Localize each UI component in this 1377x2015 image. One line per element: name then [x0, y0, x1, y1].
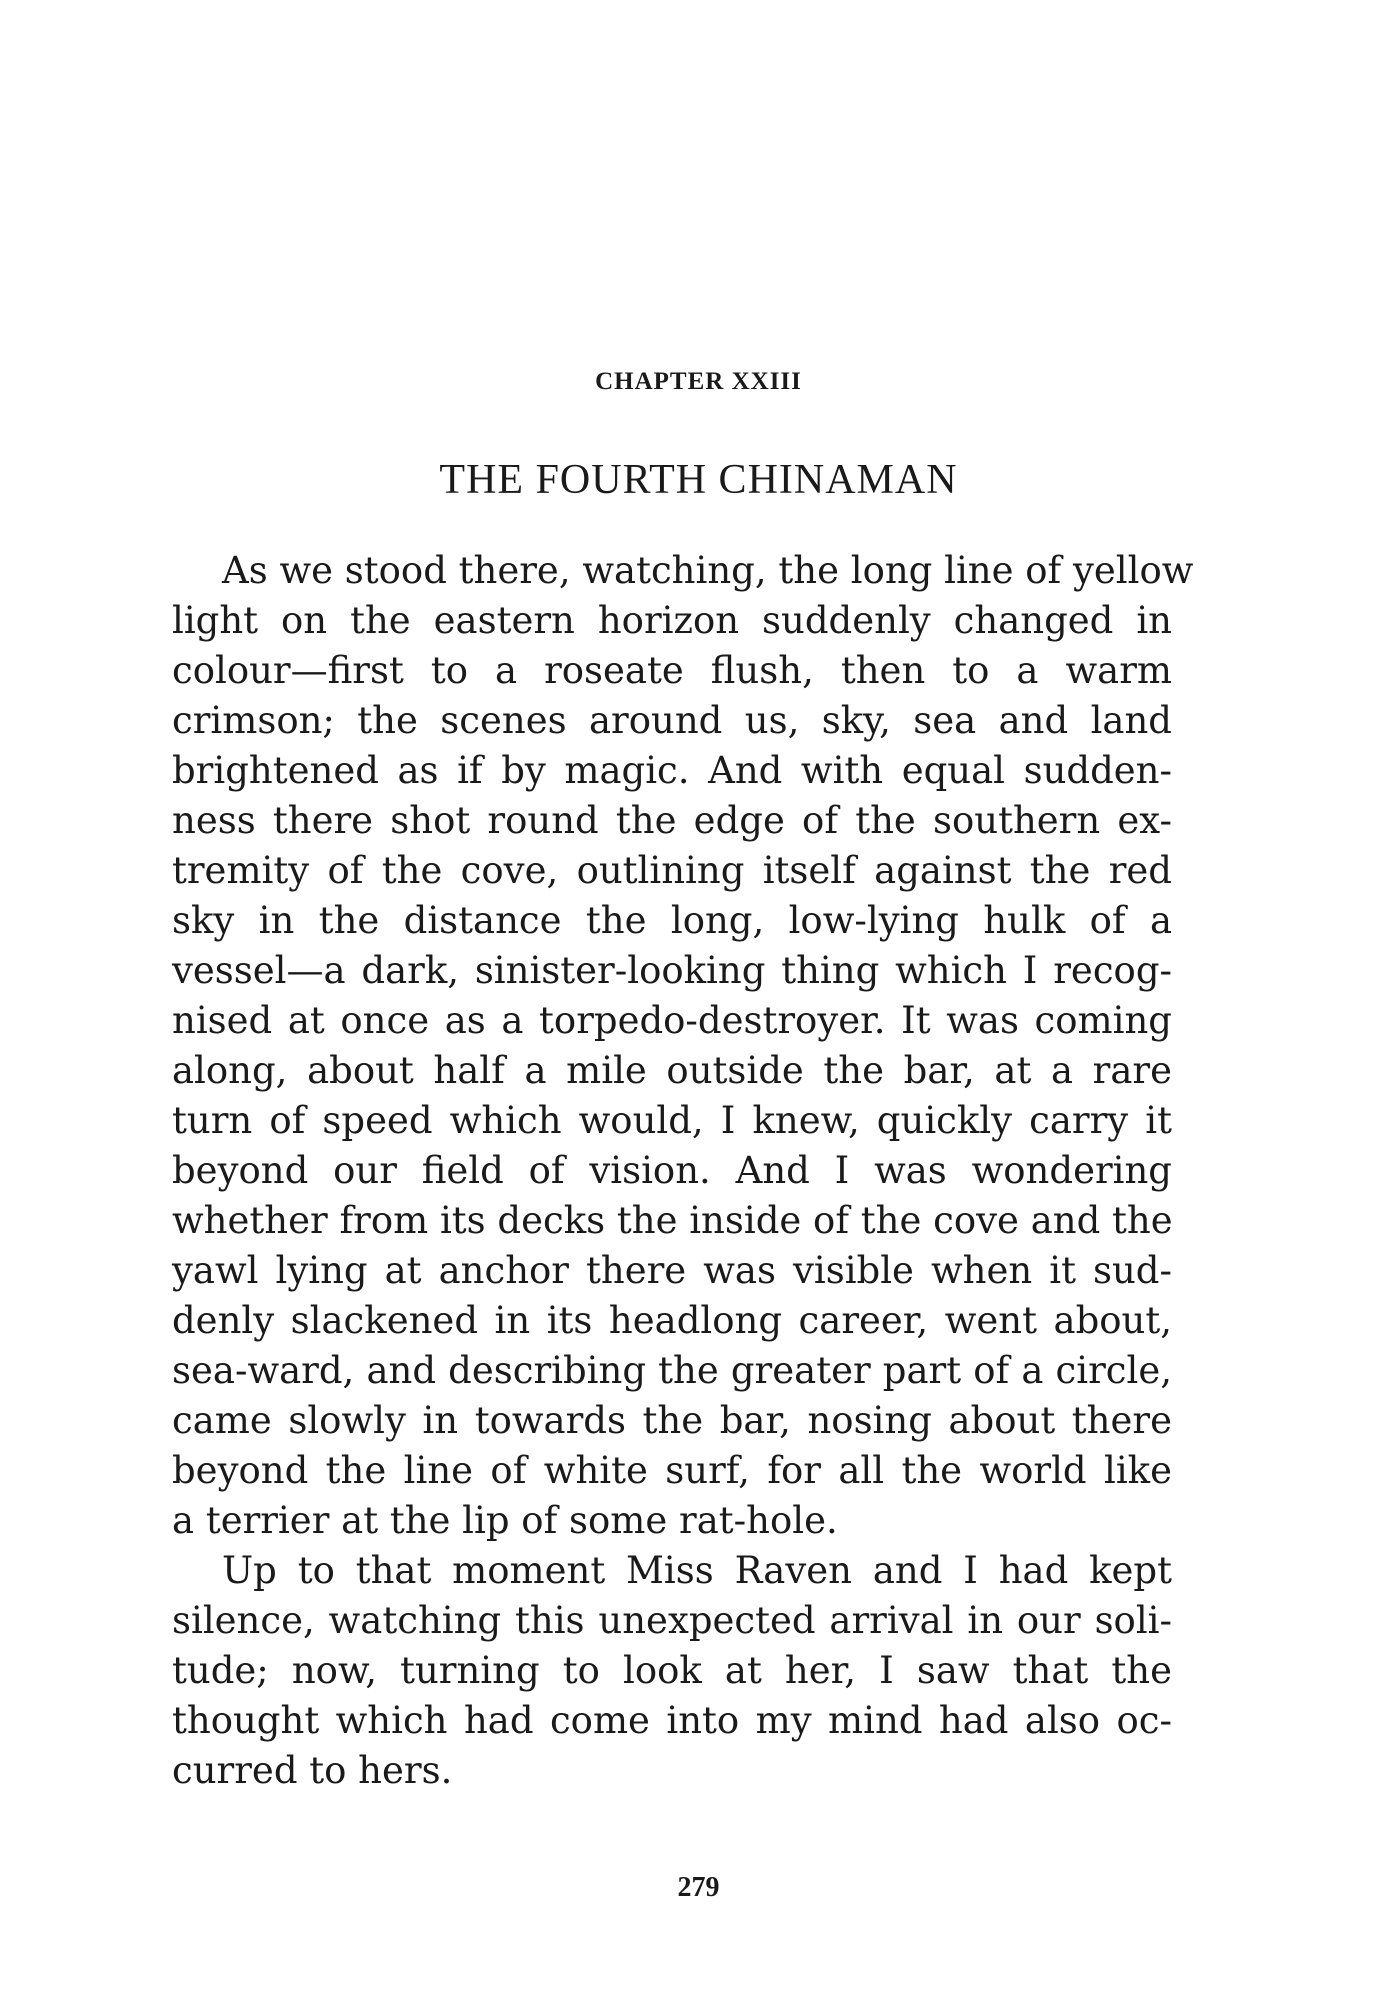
chapter-label: CHAPTER XXIII — [595, 368, 802, 395]
text-line: silence, watching this unexpected arrival in our soli- — [172, 1599, 1172, 1642]
text-line: tude; now, turning to look at her, I saw that the — [172, 1649, 1172, 1692]
body-text — [172, 546, 1194, 1796]
text-line: vessel—a dark, sinister-looking thing which I recog- — [172, 949, 1172, 992]
paragraph-1 — [172, 546, 1194, 1546]
text-line: along, about half a mile outside the bar, at a rare — [172, 1049, 1172, 1092]
text-line: yawl lying at anchor there was visible when it sud- — [172, 1249, 1172, 1292]
text-line: sea-ward, and describing the greater part of a circle, — [172, 1349, 1172, 1392]
text-line: thought which had come into my mind had also oc- — [172, 1699, 1172, 1742]
text-line: crimson; the scenes around us, sky, sea and land — [172, 699, 1172, 742]
text-line: beyond our field of vision. And I was wondering — [172, 1149, 1172, 1192]
text-line: curred to hers. — [172, 1749, 453, 1792]
page-number: 279 — [677, 1872, 720, 1903]
chapter-title: THE FOURTH CHINAMAN — [439, 457, 958, 503]
text-line: As we stood there, watching, the long line of yellow — [222, 549, 1194, 592]
text-line: colour—first to a roseate flush, then to a warm — [172, 649, 1172, 692]
text-line: nised at once as a torpedo-destroyer. It was coming — [172, 999, 1172, 1042]
text-line: light on the eastern horizon suddenly changed in — [172, 599, 1172, 642]
text-line: beyond the line of white surf, for all the world like — [172, 1449, 1172, 1492]
text-line: sky in the distance the long, low-lying hulk of a — [172, 899, 1172, 942]
text-line: denly slackened in its headlong career, went about, — [172, 1299, 1172, 1342]
text-line: came slowly in towards the bar, nosing about there — [172, 1399, 1172, 1442]
text-line: brightened as if by magic. And with equal sudden- — [172, 749, 1172, 792]
paragraph-2 — [172, 1546, 1172, 1796]
text-line: whether from its decks the inside of the cove and the — [172, 1199, 1173, 1242]
text-line: ness there shot round the edge of the southern ex- — [172, 799, 1172, 842]
text-line: tremity of the cove, outlining itself against the red — [172, 849, 1172, 892]
text-line: Up to that moment Miss Raven and I had kept — [222, 1549, 1172, 1592]
text-line: a terrier at the lip of some rat-hole. — [172, 1499, 838, 1542]
text-line: turn of speed which would, I knew, quickly carry it — [172, 1099, 1172, 1142]
